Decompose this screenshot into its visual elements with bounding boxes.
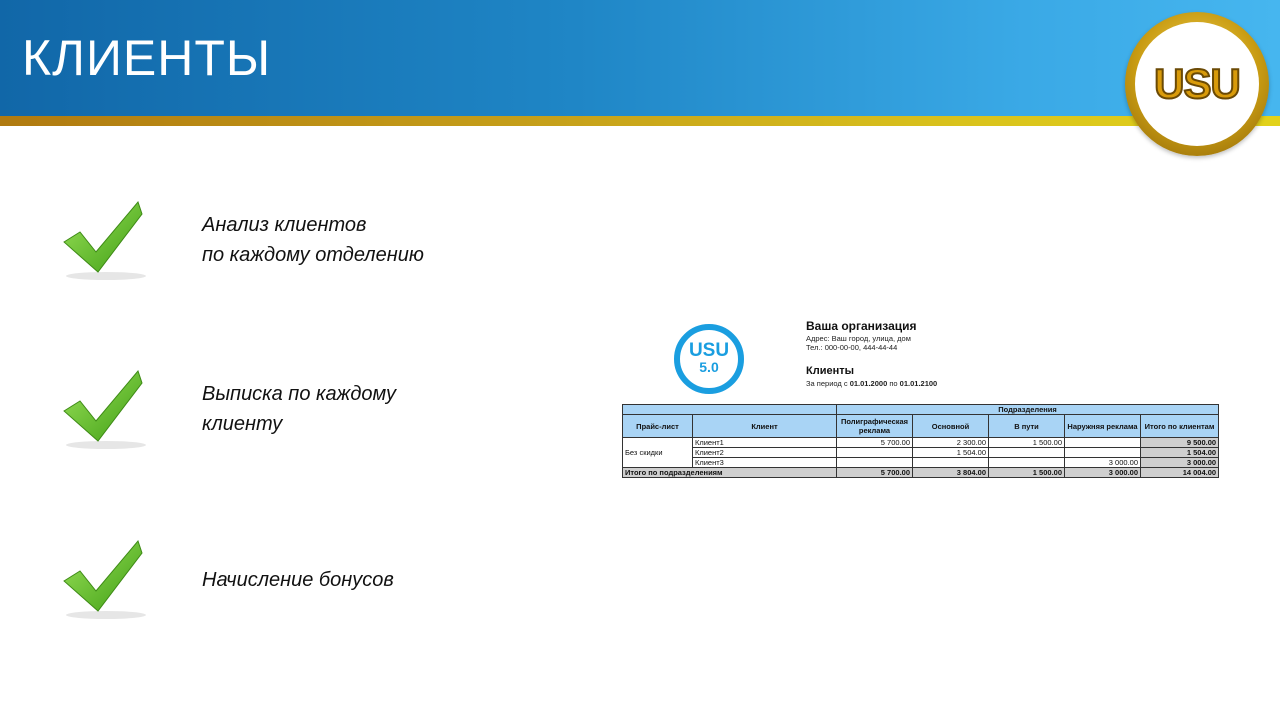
org-name: Ваша организация xyxy=(806,319,917,333)
feature-text-1 xyxy=(202,210,582,270)
usu-logo-inner xyxy=(1135,22,1259,146)
transit-cell xyxy=(989,448,1065,458)
checkmark-icon xyxy=(60,369,152,455)
poly-cell: 5 700.00 xyxy=(837,438,913,448)
header-stripe xyxy=(0,116,1280,126)
checkmark-icon xyxy=(60,539,152,625)
transit-cell: 1 500.00 xyxy=(989,438,1065,448)
table-header-group: Подразделения xyxy=(837,405,1219,415)
report-preview xyxy=(622,316,1218,486)
client-total-cell: 3 000.00 xyxy=(1141,458,1219,468)
col-header-poly-line: реклама xyxy=(858,426,891,435)
feature-item-3 xyxy=(60,539,580,629)
table-total-row xyxy=(623,468,1219,478)
period-prefix: За период с xyxy=(806,379,848,388)
feature-line: по каждому отделению xyxy=(202,244,424,266)
report-logo-text: USU xyxy=(688,340,730,361)
main-cell: 1 504.00 xyxy=(913,448,989,458)
feature-line: Выписка по каждому xyxy=(202,383,396,405)
usu-logo xyxy=(1125,12,1269,156)
feature-line: Начисление бонусов xyxy=(202,569,394,591)
col-header-pricelist: Прайс-лист xyxy=(623,415,693,438)
totals-label: Итого по подразделениям xyxy=(623,468,837,478)
feature-line: Анализ клиентов xyxy=(202,214,367,236)
totals-poly: 5 700.00 xyxy=(837,468,913,478)
feature-line: клиенту xyxy=(202,413,283,435)
feature-text-2 xyxy=(202,379,582,439)
page-title: КЛИЕНТЫ xyxy=(22,30,272,86)
col-header-transit: В пути xyxy=(989,415,1065,438)
table-header-blank xyxy=(623,405,837,415)
col-header-main: Основной xyxy=(913,415,989,438)
client-cell: Клиент1 xyxy=(693,438,837,448)
totals-grand: 14 004.00 xyxy=(1141,468,1219,478)
report-logo-version: 5.0 xyxy=(699,359,719,375)
totals-transit: 1 500.00 xyxy=(989,468,1065,478)
usu-logo-text: USU xyxy=(1154,60,1240,107)
org-address: Адрес: Ваш город, улица, дом xyxy=(806,334,911,343)
client-cell: Клиент3 xyxy=(693,458,837,468)
period-mid: по xyxy=(889,379,898,388)
poly-cell xyxy=(837,458,913,468)
col-header-poly-line: Полиграфическая xyxy=(840,417,909,426)
totals-main: 3 804.00 xyxy=(913,468,989,478)
org-phone: Тел.: 000-00-00, 444-44-44 xyxy=(806,343,898,352)
table-row xyxy=(623,438,1219,448)
poly-cell xyxy=(837,448,913,458)
feature-item-1 xyxy=(60,200,580,290)
outdoor-cell: 3 000.00 xyxy=(1065,458,1141,468)
feature-item-2 xyxy=(60,369,580,459)
main-cell: 2 300.00 xyxy=(913,438,989,448)
feature-text-3 xyxy=(202,565,582,595)
table-row xyxy=(623,448,1219,458)
report-period xyxy=(806,379,937,388)
period-from: 01.01.2000 xyxy=(849,379,888,388)
table-header-row xyxy=(623,415,1219,438)
outdoor-cell xyxy=(1065,438,1141,448)
table-row xyxy=(623,458,1219,468)
transit-cell xyxy=(989,458,1065,468)
client-cell: Клиент2 xyxy=(693,448,837,458)
main-cell xyxy=(913,458,989,468)
report-title: Клиенты xyxy=(806,365,855,377)
client-total-cell: 1 504.00 xyxy=(1141,448,1219,458)
period-to: 01.01.2100 xyxy=(899,379,938,388)
col-header-client: Клиент xyxy=(693,415,837,438)
checkmark-icon xyxy=(60,200,152,286)
outdoor-cell xyxy=(1065,448,1141,458)
client-total-cell: 9 500.00 xyxy=(1141,438,1219,448)
col-header-outdoor: Наружняя реклама xyxy=(1065,415,1141,438)
table-header-row xyxy=(623,405,1219,415)
pricelist-cell: Без скидки xyxy=(623,438,693,468)
report-logo xyxy=(674,324,744,394)
report-table xyxy=(622,404,1219,478)
totals-outdoor: 3 000.00 xyxy=(1065,468,1141,478)
col-header-total: Итого по клиентам xyxy=(1141,415,1219,438)
col-header-poly xyxy=(837,415,913,438)
